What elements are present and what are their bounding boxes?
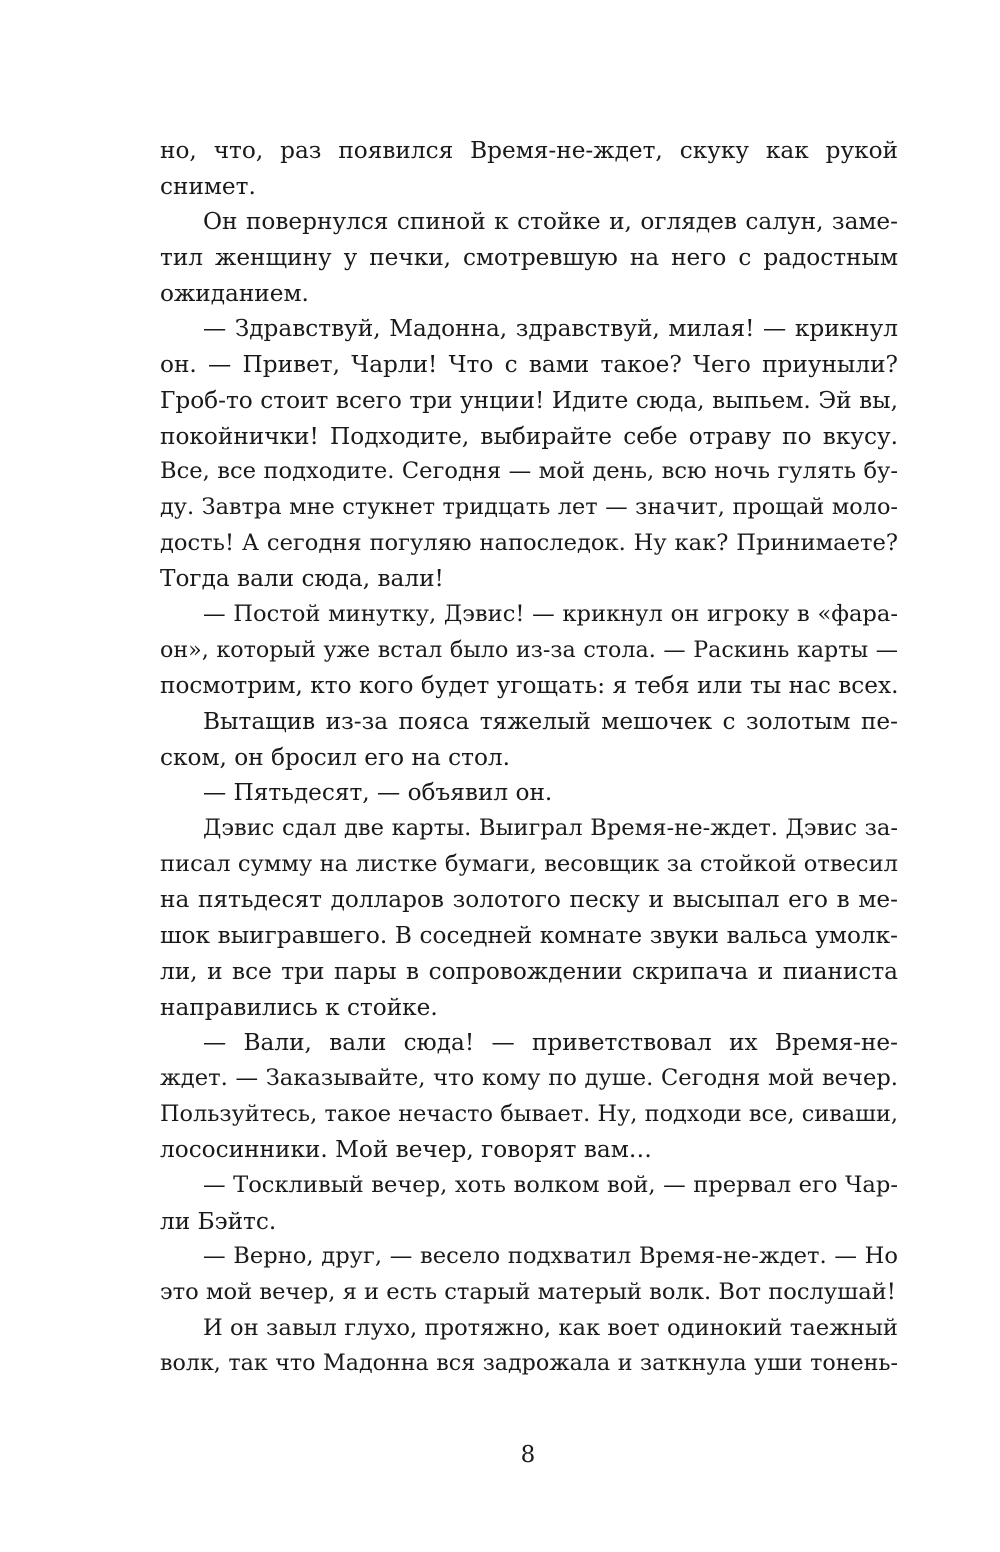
text-line: Все, все подходите. Сегодня — мой день, всю ночь гулять бу- (160, 458, 898, 485)
text-line: Пользуйтесь, такое нечасто бывает. Ну, подходи все, сиваши, (160, 1100, 898, 1127)
text-line: ду. Завтра мне стукнет тридцать лет — значит, прощай моло- (160, 493, 898, 520)
text-line: писал сумму на листке бумаги, весовщик за стойкой отвесил (160, 850, 898, 877)
body-text (160, 133, 898, 1382)
text-line: он. — Привет, Чарли! Что с вами такое? Чего приуныли? (160, 351, 898, 379)
text-line: на пятьдесят долларов золотого песку и высыпал его в ме- (160, 886, 898, 914)
text-line: Дэвис сдал две карты. Выиграл Время-не-ждет. Дэвис за- (203, 815, 898, 842)
text-line: волк, так что Мадонна вся задрожала и заткнула уши тонень- (160, 1350, 898, 1377)
text-line: посмотрим, кто кого будет угощать: я тебя или ты нас всех. (160, 672, 899, 700)
text-line: — Вали, вали сюда! — приветствовал их Время-не- (203, 1029, 898, 1057)
text-line: но, что, раз появился Время-не-ждет, скуку как рукой (160, 137, 898, 164)
text-line: лососинники. Мой вечер, говорят вам… (160, 1136, 652, 1164)
text-line: — Верно, друг, — весело подхватил Время-не-ждет. — Но (203, 1243, 898, 1270)
text-line: ли Бэйтс. (160, 1207, 277, 1235)
text-line: направились к стойке. (160, 993, 438, 1021)
text-line: ждет. — Заказывайте, что кому по душе. Сегодня мой вечер. (160, 1064, 898, 1091)
text-line: И он завыл глухо, протяжно, как воет одинокий таежный (203, 1314, 898, 1341)
text-line: — Постой минутку, Дэвис! — крикнул он игроку в «фара- (203, 600, 898, 627)
text-line: Тогда вали сюда, вали! (160, 565, 444, 593)
text-line: снимет. (160, 172, 256, 200)
text-line: Вытащив из-за пояса тяжелый мешочек с золотым пе- (203, 708, 898, 735)
text-line: — Тоскливый вечер, хоть волком вой, — прервал его Чар- (203, 1171, 898, 1198)
text-line: Гроб-то стоит всего три унции! Идите сюда, выпьем. Эй вы, (160, 386, 898, 414)
text-line: ском, он бросил его на стол. (160, 743, 511, 771)
text-line: шок выигравшего. В соседней комнате звуки вальса умолк- (160, 922, 898, 950)
text-line: — Здравствуй, Мадонна, здравствуй, милая! — крикнул (203, 315, 898, 343)
page-number: 8 (520, 1442, 536, 1468)
text-line: он», который уже встал было из-за стола. — Раскинь карты — (160, 636, 898, 663)
text-line: тил женщину у печки, смотревшую на него с радостным (160, 244, 898, 272)
text-line: Он повернулся спиной к стойке и, оглядев салун, заме- (203, 208, 898, 236)
text-line: это мой вечер, я и есть старый матерый волк. Вот послушай! (160, 1279, 896, 1305)
text-line: — Пятьдесят, — объявил он. (203, 779, 553, 807)
text-line: покойнички! Подходите, выбирайте себе отраву по вкусу. (160, 422, 898, 450)
text-line: дость! А сегодня погуляю напоследок. Ну как? Принимаете? (160, 529, 898, 556)
text-line: ожиданием. (160, 279, 309, 307)
text-line: ли, и все три пары в сопровождении скрипача и пианиста (160, 957, 898, 985)
